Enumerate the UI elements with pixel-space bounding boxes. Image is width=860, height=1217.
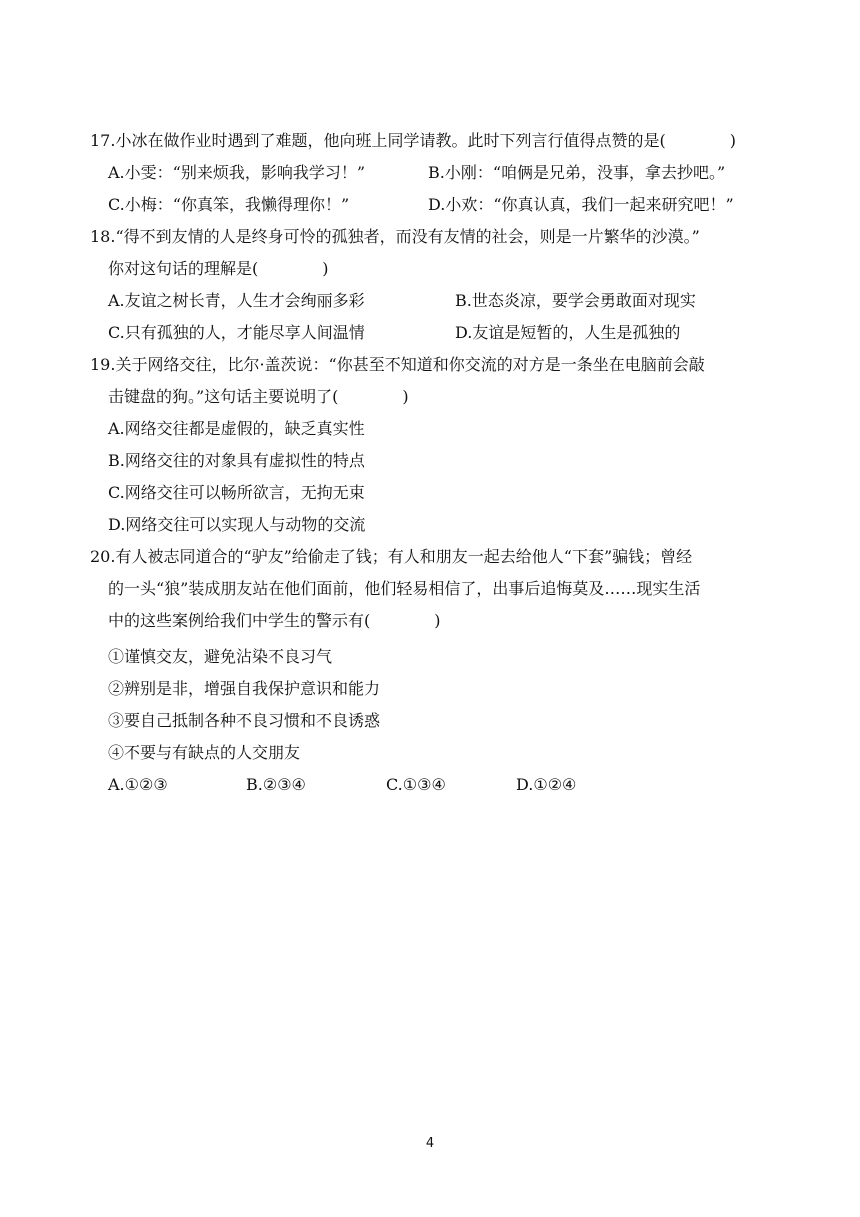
question-18-option-c: C.只有孤独的人，才能尽享人间温情 [108, 323, 365, 342]
question-20-stem-line-2: 的一头“狼”装成朋友站在他们面前，他们轻易相信了，出事后追悔莫及……现实生活 [108, 579, 701, 598]
question-17-option-b: B.小刚：“咱俩是兄弟，没事，拿去抄吧。” [428, 163, 726, 182]
question-20-stem-line-1: 20.有人被志同道合的“驴友”给偷走了钱；有人和朋友一起去给他人“下套”骗钱；曾经 [90, 547, 693, 566]
question-20-statement-2: ②辨别是非，增强自我保护意识和能力 [108, 679, 381, 698]
question-18-stem-line-1: 18.“得不到友情的人是终身可怜的孤独者，而没有友情的社会，则是一片繁华的沙漠。” [90, 227, 700, 246]
question-17-option-c: C.小梅：“你真笨，我懒得理你！” [108, 195, 350, 214]
question-20-option-c: C.①③④ [386, 775, 446, 794]
question-19-option-a: A.网络交往都是虚假的，缺乏真实性 [108, 419, 365, 438]
question-20-statement-4: ④不要与有缺点的人交朋友 [108, 743, 301, 762]
question-18-option-d: D.友谊是短暂的，人生是孤独的 [455, 323, 681, 342]
question-20-option-b: B.②③④ [246, 775, 306, 794]
question-20-statement-3: ③要自己抵制各种不良习惯和不良诱惑 [108, 711, 381, 730]
question-19-option-c: C.网络交往可以畅所欲言，无拘无束 [108, 483, 365, 502]
page-number: 4 [425, 1136, 435, 1151]
question-19-stem-line-2: 击键盘的狗。”这句话主要说明了( ) [108, 387, 409, 406]
question-19-stem-line-1: 19.关于网络交往，比尔·盖茨说：“你甚至不知道和你交流的对方是一条坐在电脑前会敲 [90, 355, 705, 374]
question-17-option-d: D.小欢：“你真认真，我们一起来研究吧！” [428, 195, 734, 214]
question-17-stem: 17.小冰在做作业时遇到了难题，他向班上同学请教。此时下列言行值得点赞的是( ) [90, 131, 736, 150]
question-18-option-b: B.世态炎凉，要学会勇敢面对现实 [455, 291, 696, 310]
question-20-stem-line-3: 中的这些案例给我们中学生的警示有( ) [108, 611, 441, 630]
question-19-option-d: D.网络交往可以实现人与动物的交流 [108, 515, 366, 534]
question-20-option-d: D.①②④ [516, 775, 577, 794]
question-20-statement-1: ①谨慎交友，避免沾染不良习气 [108, 647, 333, 666]
question-19-option-b: B.网络交往的对象具有虚拟性的特点 [108, 451, 365, 470]
question-20-option-a: A.①②③ [108, 775, 168, 794]
question-18-stem-line-2: 你对这句话的理解是( ) [108, 259, 329, 278]
question-18-option-a: A.友谊之树长青，人生才会绚丽多彩 [108, 291, 365, 310]
question-17-option-a: A.小雯：“别来烦我，影响我学习！” [108, 163, 366, 182]
